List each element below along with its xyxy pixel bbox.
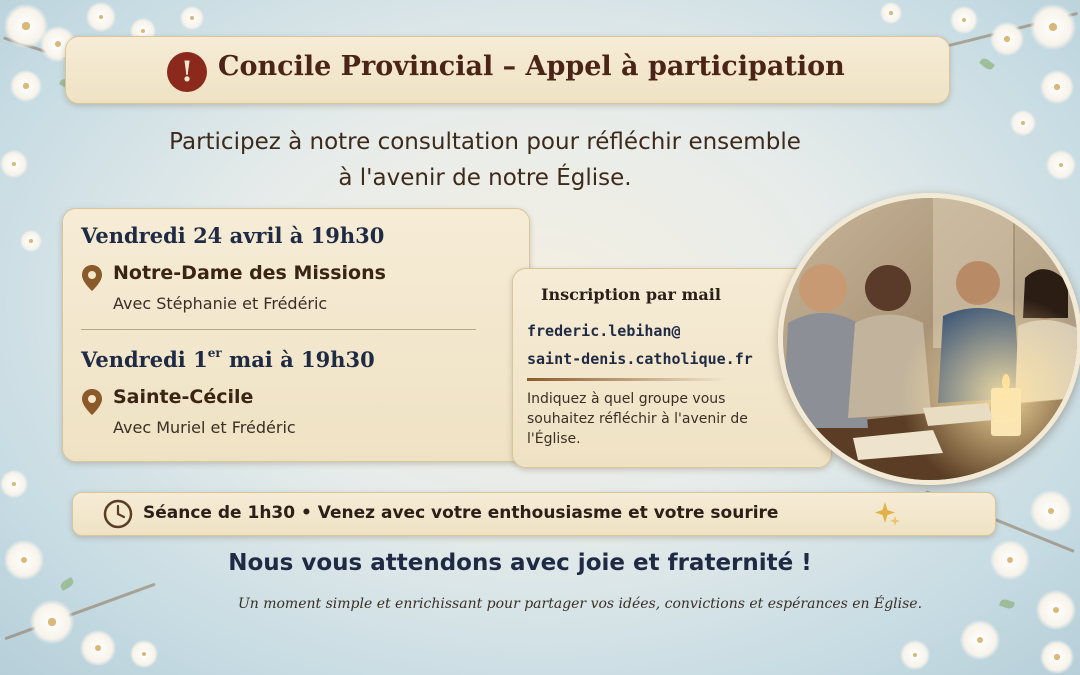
map-pin-icon <box>81 388 103 416</box>
session-text: Séance de 1h30 • Venez avec votre enthousiasme et votre sourire <box>143 503 779 523</box>
event-1-hosts: Avec Stéphanie et Frédéric <box>113 294 328 313</box>
event-1-date: Vendredi 24 avril à 19h30 <box>81 223 385 248</box>
event-2-date: Vendredi 1er mai à 19h30 <box>81 346 375 372</box>
alert-circle-icon: ! <box>167 52 207 92</box>
event-1-place: Notre-Dame des Missions <box>113 262 386 284</box>
registration-heading: Inscription par mail <box>541 285 721 304</box>
closing-headline: Nous vous attendons avec joie et fraternité ! <box>228 550 812 576</box>
title-banner <box>65 36 950 104</box>
email-line-1[interactable]: frederic.lebihan@ <box>527 322 681 340</box>
sparkle-icon <box>873 500 901 528</box>
event-2-hosts: Avec Muriel et Frédéric <box>113 418 296 437</box>
intro-line-2: à l'avenir de notre Église. <box>338 165 632 191</box>
events-divider <box>81 329 476 330</box>
registration-note: Indiquez à quel groupe vous souhaitez réfléchir à l'avenir de l'Église. <box>527 391 748 447</box>
email-line-2[interactable]: saint-denis.catholique.fr <box>527 350 753 368</box>
event-2-place: Sainte-Cécile <box>113 386 254 408</box>
registration-email[interactable] <box>527 317 753 373</box>
map-pin-icon <box>81 264 103 292</box>
group-discussion-illustration <box>783 198 1077 480</box>
closing-tagline: Un moment simple et enrichissant pour partager vos idées, convictions et espérances en Église. <box>237 596 923 612</box>
clock-icon <box>103 499 133 529</box>
group-photo <box>778 193 1080 485</box>
page-title: Concile Provincial – Appel à participation <box>218 51 845 82</box>
events-panel <box>62 208 530 462</box>
intro-line-1: Participez à notre consultation pour réfléchir ensemble <box>169 129 801 155</box>
intro-text <box>90 124 880 196</box>
registration-divider <box>527 378 727 381</box>
session-bar <box>72 492 996 536</box>
